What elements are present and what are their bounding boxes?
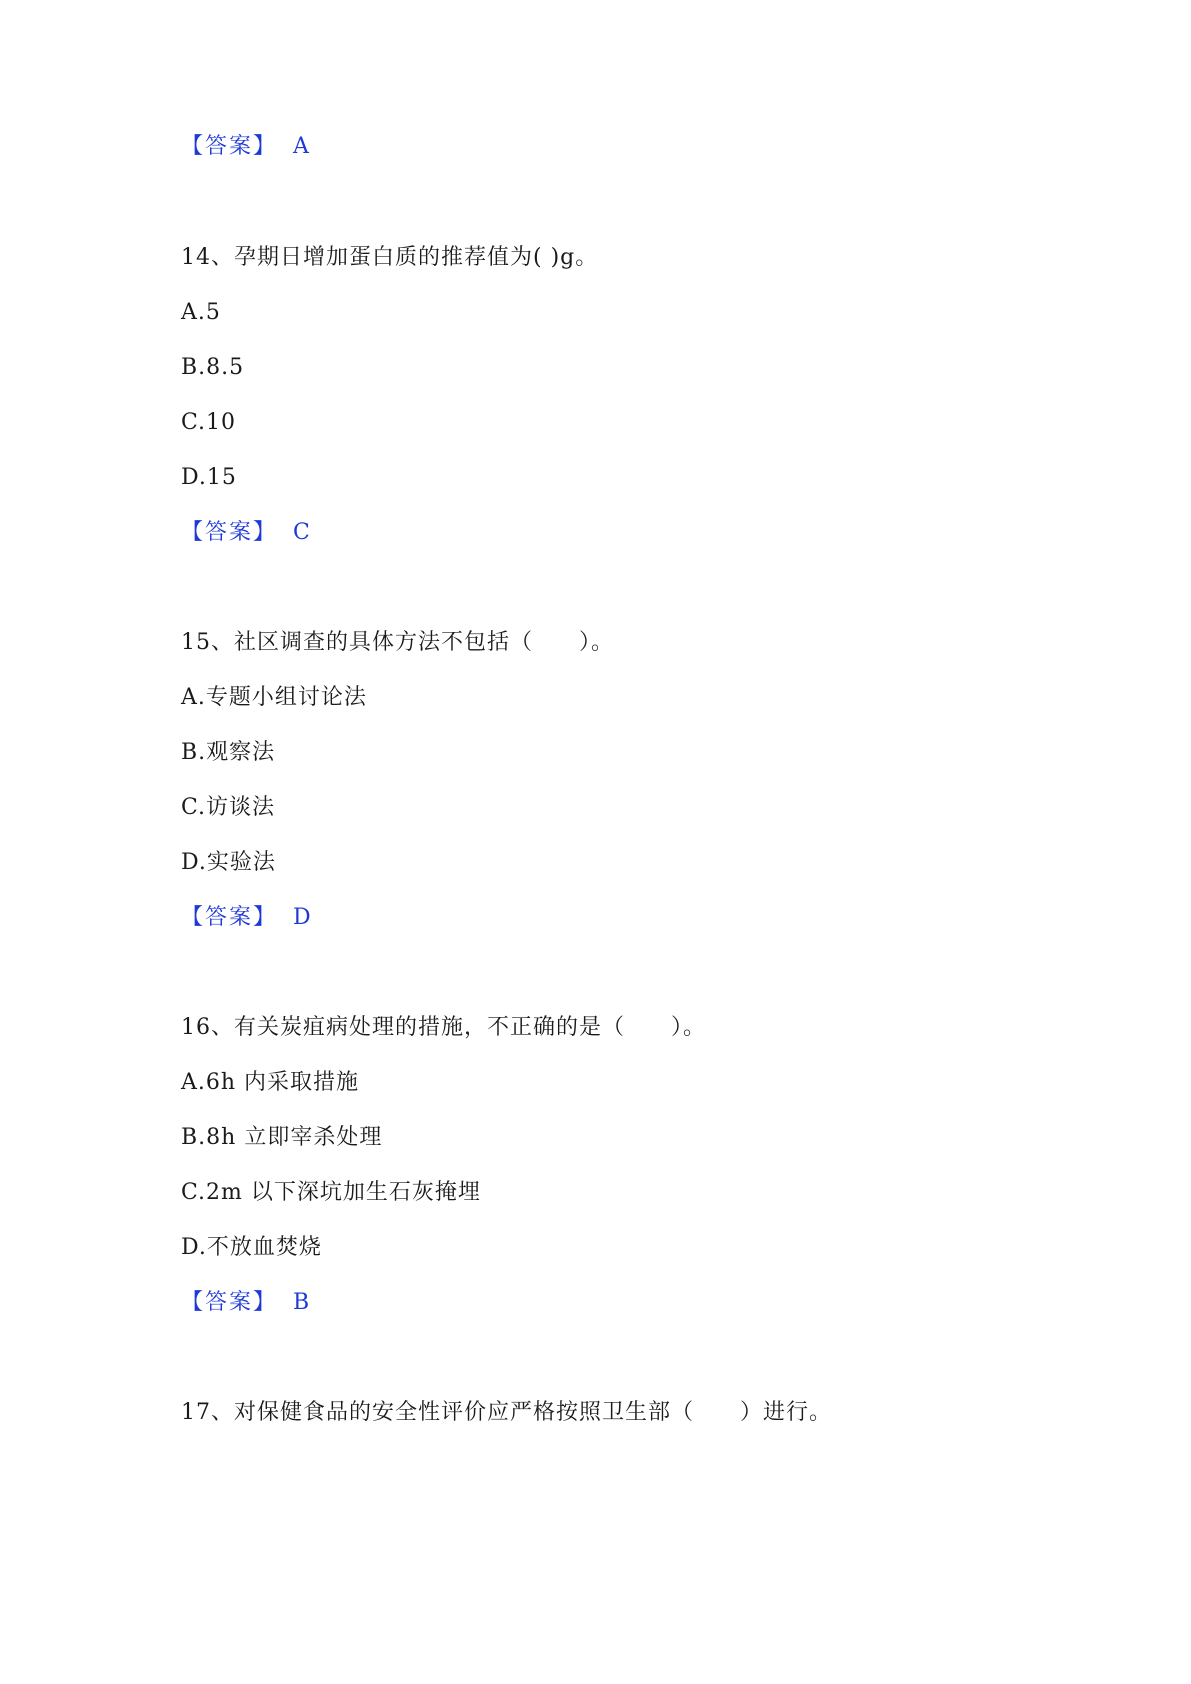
answer-label: 【答案】	[181, 520, 278, 545]
answer-label: 【答案】	[181, 905, 278, 930]
answer-label: 【答案】	[181, 1290, 278, 1315]
question-16-option-d: D.不放血焚烧	[181, 1235, 322, 1260]
question-14-option-b: B.8.5	[181, 355, 245, 380]
question-16-option-a: A.6h 内采取措施	[181, 1070, 360, 1095]
answer-prev	[181, 132, 310, 162]
question-16-option-c: C.2m 以下深坑加生石灰掩埋	[181, 1180, 481, 1205]
answer-value: C	[293, 520, 311, 545]
question-14-option-c: C.10	[181, 410, 237, 435]
question-16-stem: 16、有关炭疽病处理的措施，不正确的是（ ）。	[181, 1015, 706, 1040]
answer-value: D	[293, 905, 312, 930]
question-17-stem: 17、对保健食品的安全性评价应严格按照卫生部（ ）进行。	[181, 1400, 832, 1425]
question-15-option-d: D.实验法	[181, 850, 276, 875]
question-15-option-a: A.专题小组讨论法	[181, 685, 367, 710]
question-14-stem: 14、孕期日增加蛋白质的推荐值为( )g。	[181, 245, 599, 270]
answer-14	[181, 518, 311, 548]
answer-label: 【答案】	[181, 134, 278, 159]
answer-value: A	[293, 134, 310, 159]
answer-value: B	[293, 1290, 311, 1315]
answer-16	[181, 1288, 310, 1318]
question-15-stem: 15、社区调查的具体方法不包括（ ）。	[181, 630, 614, 655]
question-15-option-b: B.观察法	[181, 740, 276, 765]
question-16-option-b: B.8h 立即宰杀处理	[181, 1125, 383, 1150]
question-14-option-d: D.15	[181, 465, 237, 490]
question-14-option-a: A.5	[181, 300, 221, 325]
question-15-option-c: C.访谈法	[181, 795, 276, 820]
answer-15	[181, 903, 312, 933]
